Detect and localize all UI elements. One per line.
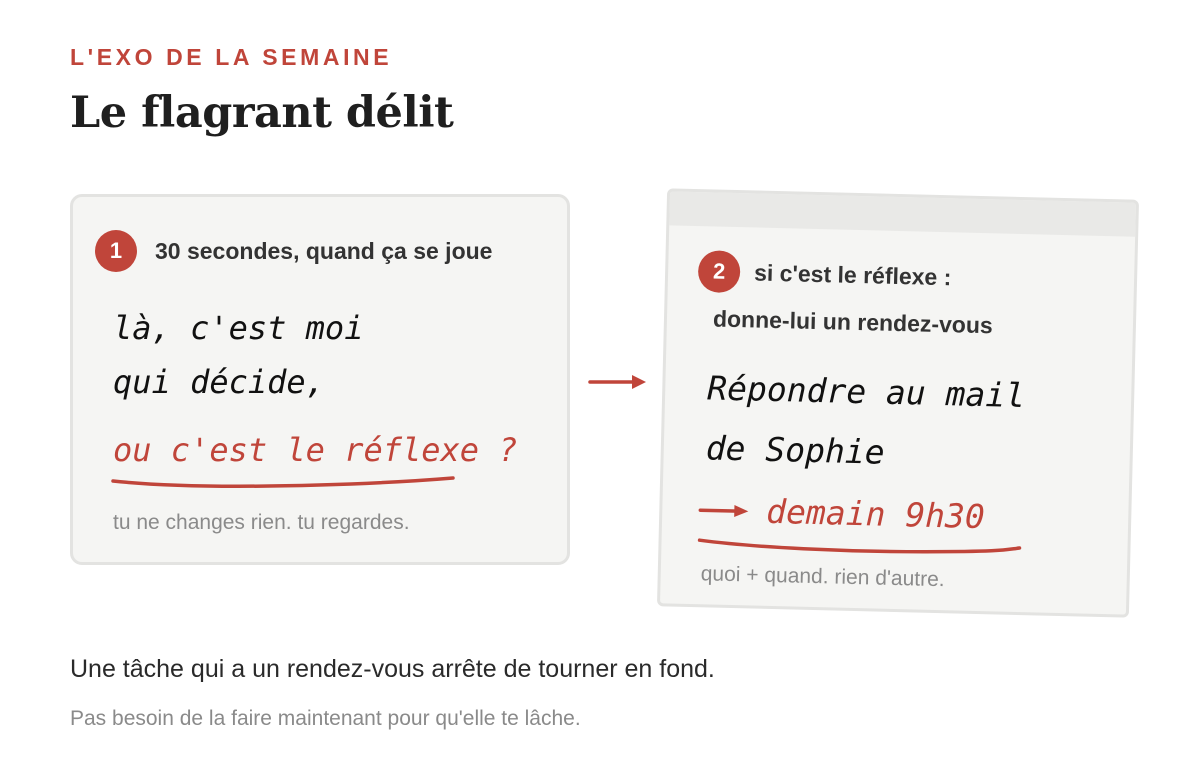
hand-underline-icon — [109, 474, 459, 490]
hand-underline-icon — [695, 534, 1025, 560]
deadline-text: demain 9h30 — [765, 491, 986, 537]
page-title: Le flagrant délit — [70, 88, 454, 138]
step-header-2 — [698, 250, 952, 298]
step-number-badge: 2 — [698, 250, 741, 293]
deadline-row — [698, 490, 985, 536]
step-label-continued: donne-lui un rendez-vous — [712, 305, 994, 339]
card-note: tu ne changes rien. tu regardes. — [113, 511, 410, 534]
handwritten-question: ou c'est le réflexe ? — [113, 431, 518, 469]
arrow-right-icon — [588, 370, 650, 394]
handwritten-line: de Sophie — [705, 428, 886, 472]
handwritten-line: Répondre au mail — [706, 368, 1026, 416]
section-kicker: L'EXO DE LA SEMAINE — [70, 44, 393, 70]
step-card-1 — [70, 194, 570, 565]
card-tab-bar — [669, 191, 1136, 236]
handwritten-line: qui décide, — [113, 363, 325, 401]
step-label: si c'est le réflexe : — [753, 259, 952, 291]
arrow-right-icon — [698, 500, 750, 521]
card-note: quoi + quand. rien d'autre. — [700, 562, 945, 592]
footer-subtext: Pas besoin de la faire maintenant pour qu'elle te lâche. — [70, 707, 581, 730]
step-label: 30 secondes, quand ça se joue — [155, 238, 493, 264]
step-header-1 — [95, 230, 492, 272]
footer-statement: Une tâche qui a un rendez-vous arrête de tourner en fond. — [70, 655, 715, 683]
step-card-2 — [657, 188, 1139, 617]
step-number-badge: 1 — [95, 230, 137, 272]
handwritten-line: là, c'est moi — [113, 309, 364, 347]
